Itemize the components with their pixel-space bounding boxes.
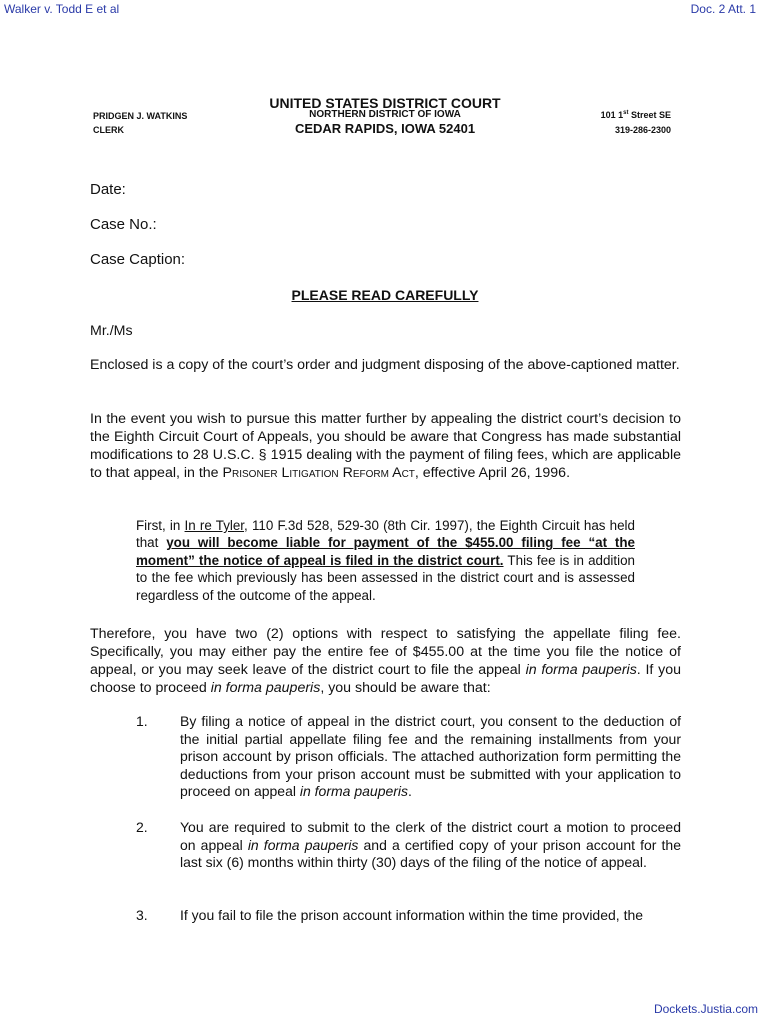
item-1-text xyxy=(180,713,681,801)
options-text: Therefore, you have two (2) options with respect to satisfying the appellate filing fee. Specifically, you may either pay the entire fee of $455.00 at the time you file the notice of appeal, or you may seek leave of the district court to file the appeal xyxy=(90,626,681,678)
case-caption-label: Case Caption: xyxy=(90,251,186,268)
item-2-number: 2. xyxy=(136,819,148,835)
paragraph-appeal-fees xyxy=(90,410,681,482)
salutation: Mr./Ms xyxy=(90,323,133,339)
court-name: UNITED STATES DISTRICT COURT xyxy=(269,95,501,111)
address-street: Street SE xyxy=(628,110,671,120)
item-2-ifp: in forma pauperis xyxy=(247,836,359,853)
case-title-link[interactable]: Walker v. Todd E et al xyxy=(4,2,120,16)
paragraph-options xyxy=(90,625,681,697)
item-2-body: You are required to submit to the clerk of the district court a motion to proceed on appeal xyxy=(180,819,681,853)
notice-heading: PLEASE READ CAREFULLY xyxy=(291,287,479,303)
clerk-title: CLERK xyxy=(93,125,124,135)
document-number-link[interactable]: Doc. 2 Att. 1 xyxy=(690,2,756,16)
case-citation: In re Tyler xyxy=(184,518,245,533)
item-1-ifp: in forma pauperis xyxy=(299,783,409,800)
source-link[interactable]: Dockets.Justia.com xyxy=(653,1002,758,1016)
liability-warning: you will become liable for payment of the $455.00 filing fee “at the moment” the notice of appeal is filed in the district court. xyxy=(136,535,635,568)
clerk-name: PRIDGEN J. WATKINS xyxy=(93,111,188,121)
court-city: CEDAR RAPIDS, IOWA 52401 xyxy=(294,121,476,136)
item-3-text: If you fail to file the prison account information within the time provided, the xyxy=(180,907,644,923)
paragraph-appeal-fees-end: , effective April 26, 1996. xyxy=(414,465,571,481)
options-text-3: , you should be aware that: xyxy=(320,680,491,696)
ifp-term-1: in forma pauperis xyxy=(525,662,637,678)
paragraph-tyler xyxy=(136,517,635,604)
ifp-term-2: in forma pauperis xyxy=(210,680,321,696)
act-name: Prisoner Litigation Reform Act xyxy=(222,465,415,481)
options-text-2: . If you choose to proceed xyxy=(90,662,681,696)
item-1-body: By filing a notice of appeal in the district court, you consent to the deduction of the initial partial appellate filing fee and the remaining installments from your prison account by prison officials. The attached authorization form permitting the deductions from your prison account must be submitted with your application to proceed on appeal xyxy=(180,713,681,800)
court-phone: 319-286-2300 xyxy=(614,125,671,135)
tyler-additional: This fee is in addition to the fee which previously has been assessed in the district court and is assessed regardless of the outcome of the appeal. xyxy=(136,552,635,603)
item-3-number: 3. xyxy=(136,907,148,923)
date-label: Date: xyxy=(90,181,126,198)
item-2-text xyxy=(180,819,681,872)
tyler-intro: First, in xyxy=(136,518,185,533)
item-1-number: 1. xyxy=(136,713,148,729)
item-2-end: and a certified copy of your prison account for the last six (6) months within thirty (30) days of the filing of the notice of appeal. xyxy=(180,836,681,871)
court-address xyxy=(601,110,671,120)
paragraph-enclosed: Enclosed is a copy of the court’s order and judgment disposing of the above-captioned matter. xyxy=(90,357,680,373)
tyler-holding: , 110 F.3d 528, 529-30 (8th Cir. 1997), the Eighth Circuit has held that xyxy=(136,518,635,551)
item-1-end: . xyxy=(408,783,412,800)
address-number: 101 1 xyxy=(600,110,624,120)
address-ordinal: st xyxy=(623,110,629,116)
court-district: NORTHERN DISTRICT OF IOWA xyxy=(309,109,461,120)
paragraph-appeal-fees-text: In the event you wish to pursue this matter further by appealing the district court’s decision to the Eighth Circuit Court of Appeals, you should be aware that Congress has made substantial modifications to 28 U.S.C. § 1915 dealing with the payment of filing fees, which are applicable to that appeal, in the xyxy=(90,411,681,481)
case-number-label: Case No.: xyxy=(90,216,157,233)
